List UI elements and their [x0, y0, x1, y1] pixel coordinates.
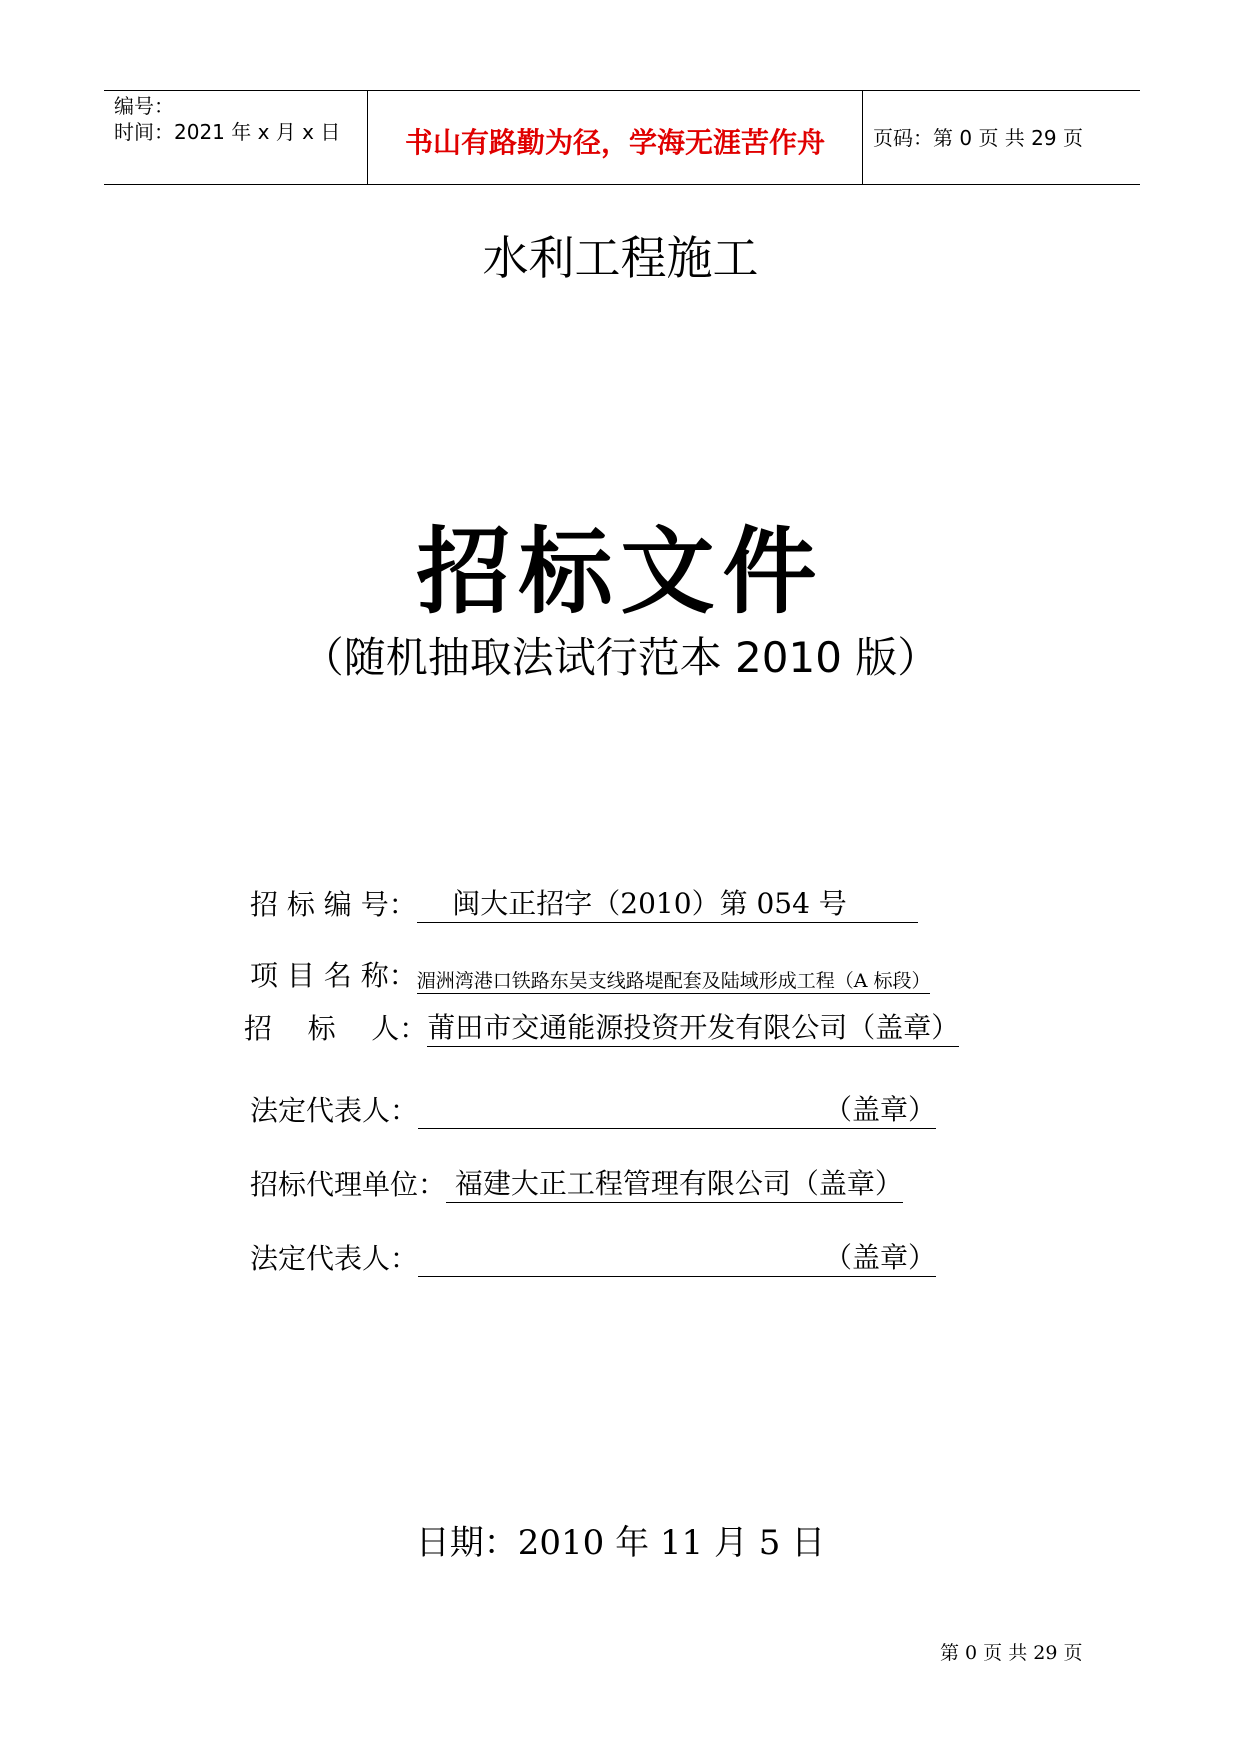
project-name-value: 湄洲湾港口铁路东吴支线路堤配套及陆域形成工程（A 标段） — [417, 966, 931, 994]
tenderer-value: 莆田市交通能源投资开发有限公司（盖章） — [427, 1006, 959, 1047]
document-number-label: 编号： — [114, 94, 174, 118]
legal-representative-row-1 — [250, 1088, 936, 1129]
agency-row — [250, 1162, 903, 1203]
header-page-number: 页码：第 0 页 共 29 页 — [873, 126, 1083, 150]
page-footer: 第 0 页 共 29 页 — [940, 1642, 1083, 1664]
agency-value: 福建大正工程管理有限公司（盖章） — [446, 1162, 903, 1203]
legal-representative-value-1: （盖章） — [418, 1088, 936, 1129]
tenderer-row — [244, 1006, 959, 1047]
project-name-label: 项 目 名 称： — [250, 959, 417, 992]
legal-representative-label-1: 法定代表人： — [250, 1094, 419, 1127]
agency-label: 招标代理单位： — [250, 1168, 447, 1201]
tender-number-row — [250, 882, 918, 923]
header-table — [104, 90, 1140, 185]
project-name-row — [250, 954, 930, 994]
tender-number-value: 闽大正招字（2010）第 054 号 — [417, 882, 918, 923]
legal-representative-value-2: （盖章） — [418, 1236, 936, 1277]
tenderer-label: 招 标 人： — [244, 1012, 428, 1045]
tender-number-label: 招 标 编 号： — [250, 888, 417, 921]
header-left-cell — [104, 91, 368, 184]
main-title: 招标文件 — [416, 518, 825, 627]
document-time-label: 时间：2021 年 x 月 x 日 — [114, 120, 341, 144]
document-date: 日期：2010 年 11 月 5 日 — [415, 1523, 826, 1563]
legal-representative-row-2 — [250, 1236, 936, 1277]
subtitle: （随机抽取法试行范本 2010 版） — [301, 633, 940, 682]
project-type-title: 水利工程施工 — [482, 231, 759, 285]
legal-representative-label-2: 法定代表人： — [250, 1242, 419, 1275]
header-middle-cell — [368, 91, 863, 184]
header-motto: 书山有路勤为径，学海无涯苦作舟 — [404, 126, 825, 159]
header-right-cell — [863, 91, 1140, 184]
